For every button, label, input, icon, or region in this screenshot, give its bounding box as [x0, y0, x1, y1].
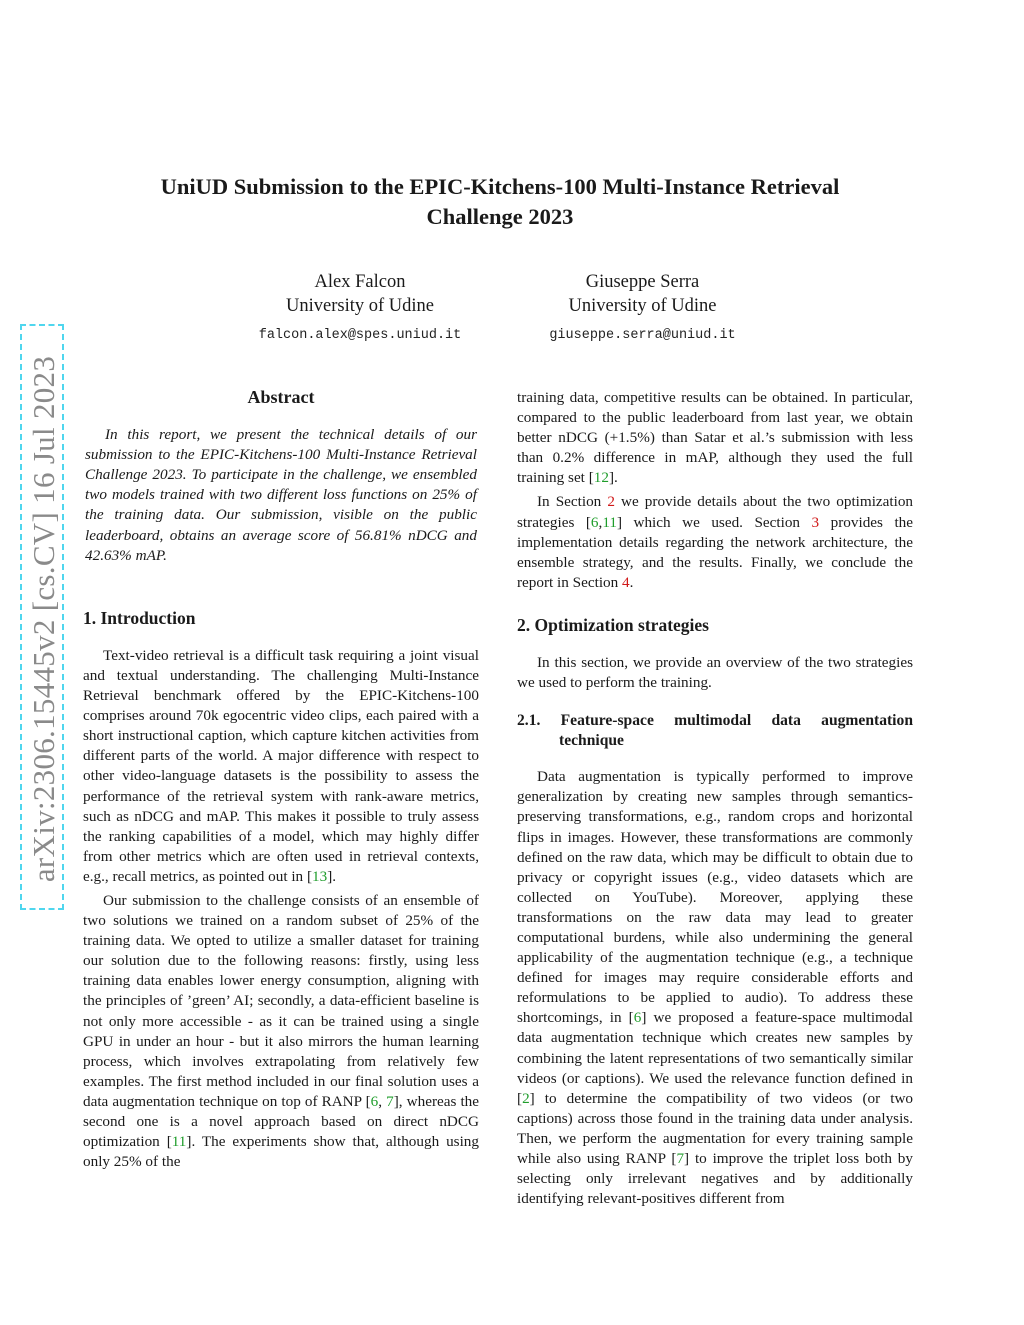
arxiv-identifier: arXiv:2306.15445v2 [cs.CV] 16 Jul 2023	[26, 355, 61, 883]
intro-paragraph-1: Text-video retrieval is a difficult task requiring a joint visual and textual understanding. The challenging Multi-Instance Retrieval benchmark offered by the EPIC-Kitchens-100 comprises around 70k egocentric video clips, each paired with a short instructional caption, which capture kitchen activities from different parts of the world. A major difference with respect to other video-language datasets is the possibility to assess the performance of the retrieval system with rank-aware metrics, such as nDCG and mAP. This makes it possible to truly assess the ranking capabilities of a model, which may highly differ from other metrics which are often used in retrieval contexts, e.g., recall metrics, as pointed out in [13].	[83, 646, 479, 885]
title-line-2: Challenge 2023	[426, 204, 574, 229]
citation-link[interactable]: 7	[386, 1092, 394, 1110]
author-email[interactable]: giuseppe.serra@uniud.it	[549, 328, 736, 343]
citation-link[interactable]: 6	[633, 1009, 642, 1027]
right-column	[517, 388, 913, 1209]
abstract-text: In this report, we present the technical details of our submission to the EPIC-Kitchens-100 Multi-Instance Retrieval Challenge 2023. To participate in the challenge, we ensembled two models trained with two different loss functions on 25% of the training data. Our submission, visible on the public leaderboard, obtains an average score of 56.81% nDCG and 42.63% mAP.	[85, 426, 477, 564]
citation-link[interactable]: 11	[171, 1133, 187, 1151]
author-block	[500, 270, 785, 348]
citation-link[interactable]: 2	[522, 1089, 530, 1107]
title-line-1: UniUD Submission to the EPIC-Kitchens-100 Multi-Instance Retrieval	[160, 174, 840, 199]
author-block	[220, 270, 500, 348]
section-heading-introduction: 1. Introduction	[83, 607, 196, 628]
intro-paragraph-2: Our submission to the challenge consists of an ensemble of two solutions we trained on a random subset of 25% of the training data. We opted to utilize a smaller dataset for training our solution due to the following reasons: firstly, using less training data enables lower energy consumption, aligning with the principles of ’green’ AI; secondly, a data-efficient baseline is not only more accessible - as it can be trained using a single GPU in under an hour - but it also mirrors the human learning process, which involves extrapolating from relatively few examples. The first method included in our final solution uses a data augmentation technique on top of RANP [6, 7], whereas the second one is a novel approach based on direct nDCG optimization [11]. The experiments show that, although using only 25% of the	[83, 891, 480, 1171]
citation-link[interactable]: 6	[590, 513, 599, 531]
intro-paragraph-3: training data, competitive results can be obtained. In particular, compared to the public leaderboard from last year, we obtain better nDCG (+1.5%) than Satar et al.’s submission with less than 0.2% difference in mAP, although they used the full training set [12].	[517, 389, 913, 487]
section-ref-link[interactable]: 2	[607, 493, 615, 511]
citation-link[interactable]: 6	[370, 1092, 379, 1110]
section-ref-link[interactable]: 3	[811, 513, 820, 531]
citation-link[interactable]: 7	[676, 1150, 685, 1167]
optim-paragraph-1: In this section, we provide an overview of the two strategies we used to perform the training.	[517, 654, 913, 692]
citation-link[interactable]: 13	[312, 867, 328, 885]
section-ref-link[interactable]: 4	[622, 573, 630, 591]
citation-link[interactable]: 11	[602, 513, 617, 531]
arxiv-stamp	[20, 324, 64, 910]
paper-title	[120, 172, 880, 232]
left-column	[83, 385, 479, 1172]
author-affiliation: University of Udine	[286, 296, 434, 316]
author-email[interactable]: falcon.alex@spes.uniud.it	[258, 328, 462, 343]
citation-link[interactable]: 12	[593, 469, 609, 487]
author-affiliation: University of Udine	[568, 296, 717, 316]
intro-paragraph-4: In Section 2 we provide details about the two optimization strategies [6,11] which we used. Section 3 provides the implementation details regarding the network architecture, the ensemble strategy, and the results. Finally, we conclude the report in Section 4.	[517, 493, 914, 591]
abstract-heading: Abstract	[247, 387, 315, 407]
author-name: Giuseppe Serra	[585, 272, 700, 292]
section-heading-optimization: 2. Optimization strategies	[517, 614, 709, 635]
subsection-heading: 2.1. Feature-space multimodal data augmentation technique	[517, 712, 913, 750]
author-name: Alex Falcon	[314, 272, 406, 292]
optim-paragraph-2: Data augmentation is typically performed to improve generalization by creating new samples through semantics-preserving transformations, e.g., random crops and horizontal flips in images. However, these transformations are commonly defined on the raw data, which may be difficult to obtain due to privacy or copyright issues (e.g., video datasets which are collected on YouTube). Moreover, applying these transformations on the raw data may lead to greater computational burdens, while also undermining the general applicability of the augmentation technique (e.g., a technique defined for images may require considerable efforts and reformulations to be applied to audio). To address these shortcomings, in [6] we proposed a feature-space multimodal data augmentation technique which creates new samples by combining the latent representations of two semantically similar videos (or captions). We used the relevance function defined in [2] to determine the compatibility of two videos (or two captions) across those found in the training data under analysis. Then, we perform the augmentation for every training sample while also using RANP [7] to improve the triplet loss both by selecting only irrelevant negatives and by additionally identifying relevant-positives different from	[517, 768, 914, 1208]
